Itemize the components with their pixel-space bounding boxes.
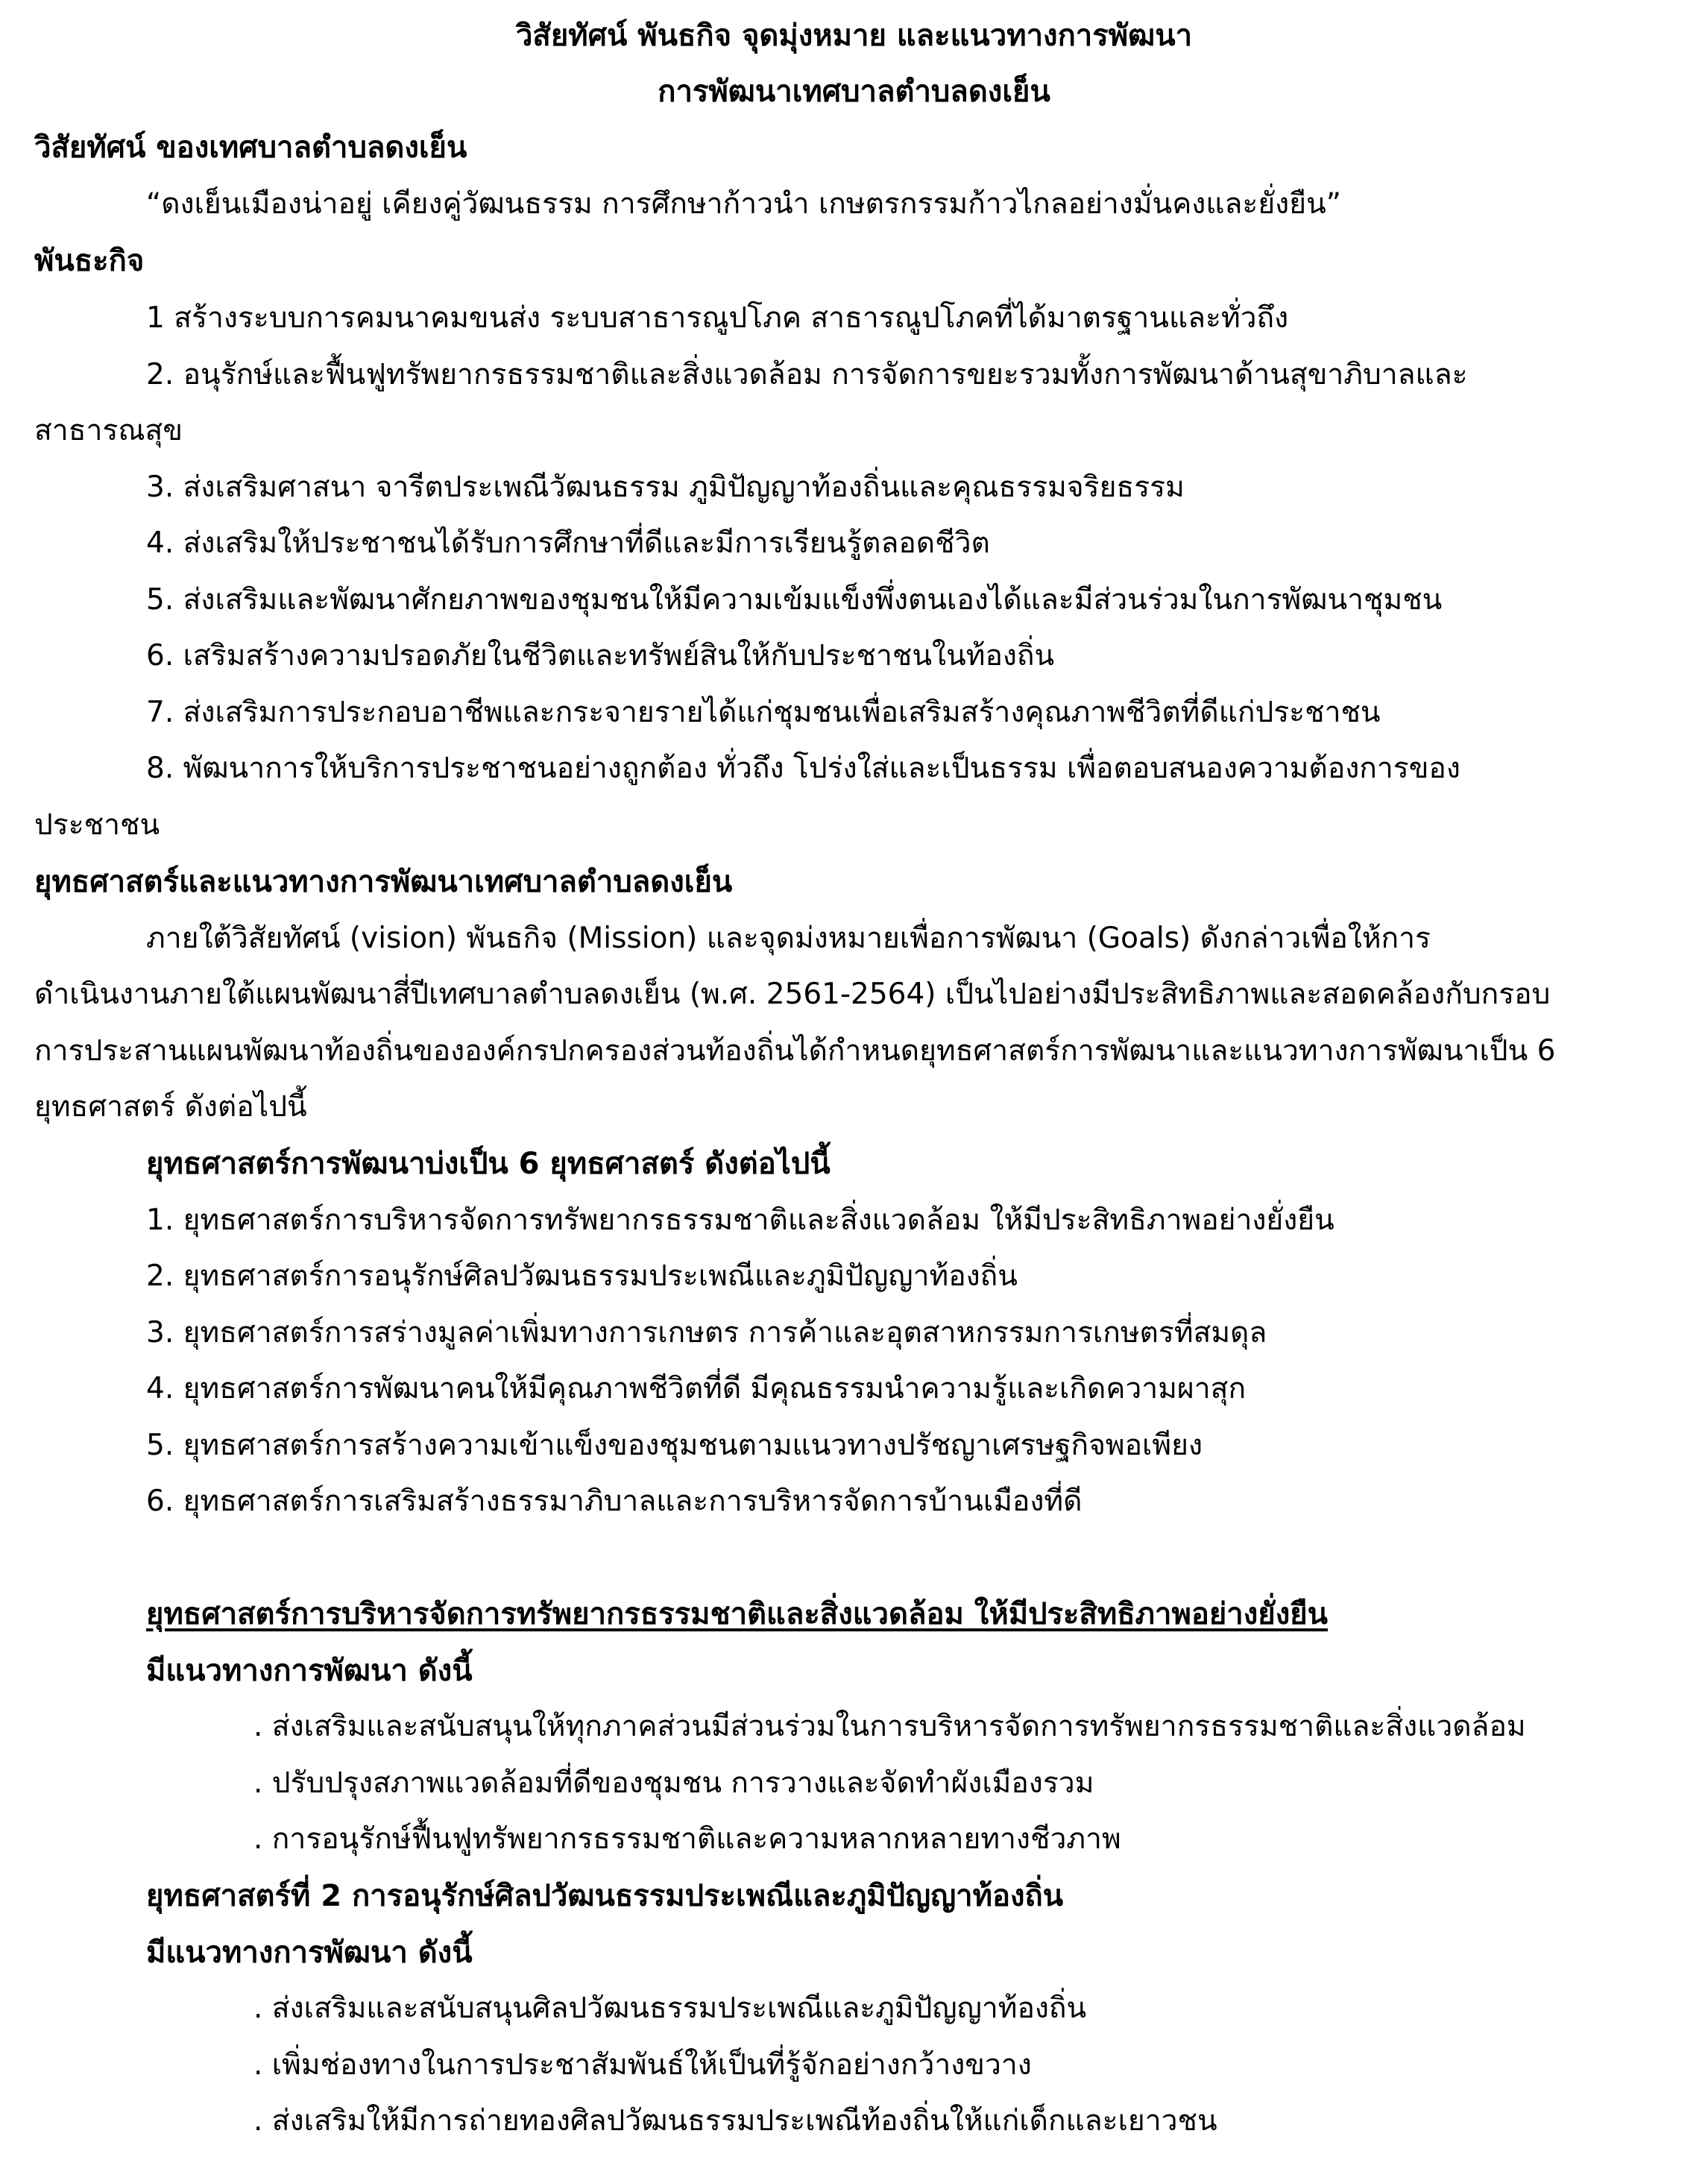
- strategy-item: 4. ยุทธศาสตร์การพัฒนาคนให้มีคุณภาพชีวิตที่ดี มีคุณธรรมนำความรู้และเกิดความผาสุก: [146, 1372, 1247, 1405]
- strategy-item: 6. ยุทธศาสตร์การเสริมสร้างธรรมาภิบาลและการบริหารจัดการบ้านเมืองที่ดี: [146, 1484, 1083, 1518]
- strategy2-guideline-item: . เพิ่มช่องทางในการประชาสัมพันธ์ให้เป็นที่รู้จักอย่างกว้างขวาง: [253, 2048, 1032, 2082]
- strategy2-guideline-item: . ส่งเสริมและสนับสนุนศิลปวัฒนธรรมประเพณีและภูมิปัญญาท้องถิ่น: [253, 1991, 1087, 2025]
- mission-item: 1 สร้างระบบการคมนาคมขนส่ง ระบบสาธารณูปโภค สาธารณูปโภคที่ได้มาตรฐานและทั่วถึง: [146, 301, 1289, 335]
- mission-item: 8. พัฒนาการให้บริการประชาชนอย่างถูกต้อง ทั่วถึง โปร่งใส่และเป็นธรรม เพื่อตอบสนองความต้องการของ: [146, 752, 1460, 785]
- mission-item: 3. ส่งเสริมศาสนา จารีตประเพณีวัฒนธรรม ภูมิปัญญาท้องถิ่นและคุณธรรมจริยธรรม: [146, 470, 1185, 504]
- mission-item: 2. อนุรักษ์และฟื้นฟูทรัพยากรธรรมชาติและสิ่งแวดล้อม การจัดการขยะรวมทั้งการพัฒนาด้านสุขาภิบาลและ: [146, 358, 1468, 391]
- mission-item: 5. ส่งเสริมและพัฒนาศักยภาพของชุมชนให้มีความเข้มแข็งพึ่งตนเองได้และมีส่วนร่วมในการพัฒนาชุมชน: [146, 583, 1443, 617]
- mission-item: 6. เสริมสร้างความปรอดภัยในชีวิตและทรัพย์สินให้กับประชาชนในท้องถิ่น: [146, 639, 1055, 673]
- strategy-paragraph-line: การประสานแผนพัฒนาท้องถิ่นขององค์กรปกครองส่วนท้องถิ่นได้กำหนดยุทธศาสตร์การพัฒนาและแนวทางการพัฒนาเป็น 6: [34, 1034, 1556, 1068]
- mission-item: 4. ส่งเสริมให้ประชาชนได้รับการศึกษาที่ดีและมีการเรียนรู้ตลอดชีวิต: [146, 526, 990, 560]
- vision-statement: “ดงเย็นเมืองน่าอยู่ เคียงคู่วัฒนธรรม การศึกษาก้าวนำ เกษตรกรรมก้าวไกลอย่างมั่นคงและยั่งยืน”: [146, 187, 1341, 221]
- strategy2-heading: ยุทธศาสตร์ที่ 2 การอนุรักษ์ศิลปวัฒนธรรมประเพณีและภูมิปัญญาท้องถิ่น: [146, 1879, 1064, 1913]
- strategy-heading: ยุทธศาสตร์และแนวทางการพัฒนาเทศบาลตำบลดงเย็น: [34, 865, 733, 899]
- mission-heading: พันธะกิจ: [34, 244, 145, 278]
- strategy-paragraph-line: ดำเนินงานภายใต้แผนพัฒนาสี่ปีเทศบาลตำบลดงเย็น (พ.ศ. 2561-2564) เป็นไปอย่างมีประสิทธิภาพและสอดคล้องกับกรอบ: [34, 977, 1551, 1011]
- document-title-line1: วิสัยทัศน์ พันธกิจ จุดมุ่งหมาย และแนวทางการพัฒนา: [515, 19, 1193, 53]
- strategy1-guideline-item: . ปรับปรุงสภาพแวดล้อมที่ดีของชุมชน การวางและจัดทำผังเมืองรวม: [253, 1766, 1094, 1800]
- mission-item: 7. ส่งเสริมการประกอบอาชีพและกระจายรายได้แก่ชุมชนเพื่อเสริมสร้างคุณภาพชีวิตที่ดีแก่ประชาชน: [146, 696, 1381, 729]
- strategy-item: 5. ยุทธศาสตร์การสร้างความเข้าแข็งของชุมชนตามแนวทางปรัชญาเศรษฐกิจพอเพียง: [146, 1429, 1203, 1462]
- strategy-paragraph-line: ภายใต้วิสัยทัศน์ (vision) พันธกิจ (Mission) และจุดม่งหมายเพื่อการพัฒนา (Goals) ดังกล่าวเพื่อให้การ: [146, 922, 1431, 955]
- strategy1-guideline-item: . ส่งเสริมและสนับสนุนให้ทุกภาคส่วนมีส่วนร่วมในการบริหารจัดการทรัพยากรธรรมชาติและสิ่งแวดล้อม: [253, 1710, 1526, 1743]
- strategy-subheading: ยุทธศาสตร์การพัฒนาบ่งเป็น 6 ยุทธศาสตร์ ดังต่อไปนี้: [146, 1147, 831, 1181]
- document-title-line2: การพัฒนาเทศบาลตำบลดงเย็น: [658, 75, 1050, 109]
- strategy-paragraph-line: ยุทธศาสตร์ ดังต่อไปนี้: [34, 1090, 307, 1124]
- strategy2-guideline-item: . ส่งเสริมให้มีการถ่ายทองศิลปวัฒนธรรมประเพณีท้องถิ่นให้แก่เด็กและเยาวชน: [253, 2104, 1217, 2138]
- strategy-item: 1. ยุทธศาสตร์การบริหารจัดการทรัพยากรธรรมชาติและสิ่งแวดล้อม ให้มีประสิทธิภาพอย่างยั่งยืน: [146, 1203, 1334, 1237]
- strategy-item: 3. ยุทธศาสตร์การสร่างมูลค่าเพิ่มทางการเกษตร การค้าและอุตสาหกรรมการเกษตรที่สมดุล: [146, 1316, 1267, 1350]
- mission-item-continuation: สาธารณสุข: [34, 414, 183, 447]
- mission-item-continuation: ประชาชน: [34, 808, 160, 842]
- vision-heading: วิสัยทัศน์ ของเทศบาลตำบลดงเย็น: [34, 130, 467, 165]
- strategy1-guideline-item: . การอนุรักษ์ฟื้นฟูทรัพยากรธรรมชาติและความหลากหลายทางชีวภาพ: [253, 1822, 1121, 1856]
- strategy2-guideline-heading: มีแนวทางการพัฒนา ดังนี้: [146, 1936, 473, 1970]
- strategy-item: 2. ยุทธศาสตร์การอนุรักษ์ศิลปวัฒนธรรมประเพณีและภูมิปัญญาท้องถิ่น: [146, 1259, 1018, 1293]
- strategy1-guideline-heading: มีแนวทางการพัฒนา ดังนี้: [146, 1654, 473, 1688]
- strategy1-heading: ยุทธศาสตร์การบริหารจัดการทรัพยากรธรรมชาติและสิ่งแวดล้อม ให้มีประสิทธิภาพอย่างยั่งยืน: [146, 1597, 1329, 1631]
